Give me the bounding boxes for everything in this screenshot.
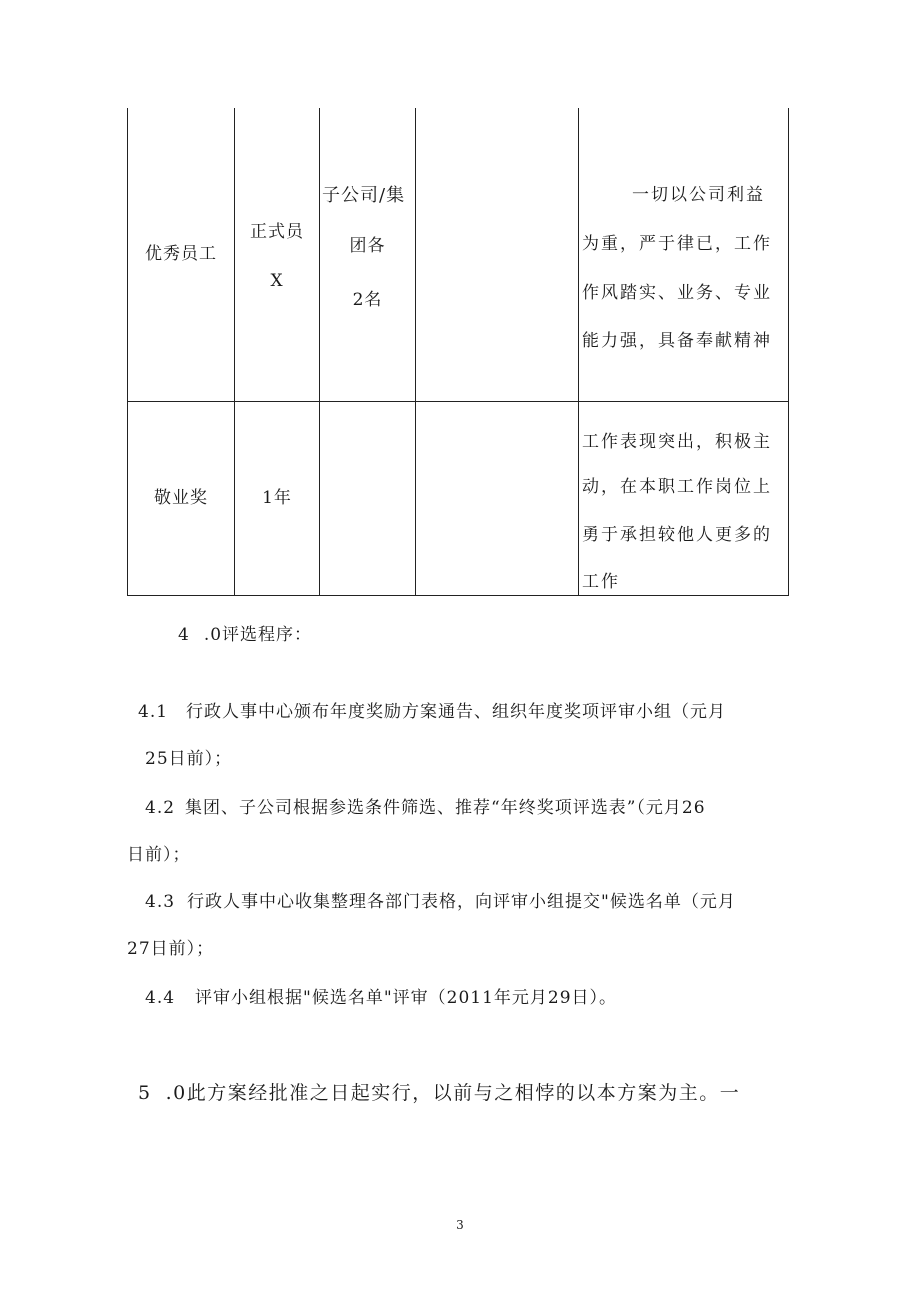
- table-row-divider: [127, 401, 789, 402]
- criteria-line: 勇于承担较他人更多的: [582, 525, 772, 545]
- table-col-divider: [319, 108, 320, 596]
- section-number: 4: [178, 625, 190, 645]
- quota-line: 子公司/集: [322, 185, 406, 206]
- item-text: 评审小组根据"候选名单"评审（2011年元月29日）。: [195, 988, 618, 1008]
- table-border-left: [127, 108, 128, 596]
- section-4-heading: [178, 620, 312, 645]
- criteria-line: 工作表现突出，积极主: [582, 432, 772, 452]
- award-name: 优秀员工: [145, 244, 217, 264]
- item-text: 集团、子公司根据参选条件筛选、推荐“年终奖项评选表”（元月26: [185, 798, 706, 818]
- procedure-item: [145, 887, 736, 912]
- procedure-item-continuation: 25日前）；: [145, 749, 233, 769]
- item-number: 4.4: [145, 988, 176, 1008]
- criteria-line: 作风踏实、业务、专业: [582, 283, 772, 303]
- procedure-item-continuation: 27日前）；: [127, 939, 215, 959]
- item-number: 4.3: [145, 892, 176, 912]
- criteria-line: 动，在本职工作岗位上: [582, 477, 772, 497]
- criteria-line: 一切以公司利益: [632, 185, 765, 205]
- eligibility-line: 正式员: [250, 222, 304, 242]
- criteria-line: 为重，严于律已，工作: [582, 234, 772, 254]
- item-number: 4.1: [138, 702, 169, 722]
- item-number: 4.2: [145, 798, 176, 818]
- criteria-line: 工作: [582, 572, 620, 592]
- page-number: 3: [456, 1218, 464, 1232]
- table-border-right: [788, 108, 789, 596]
- section-number: 5: [138, 1082, 152, 1104]
- procedure-item: [145, 983, 617, 1008]
- procedure-item: [145, 793, 706, 818]
- criteria-line: 能力强，具备奉献精神: [582, 331, 772, 351]
- eligibility-line: 1年: [262, 488, 292, 508]
- table-border-bottom: [127, 595, 789, 596]
- section-text: .0此方案经批准之日起实行，以前与之相悖的以本方案为主。一: [165, 1082, 741, 1104]
- table-col-divider: [234, 108, 235, 596]
- quota-line: 团各: [349, 236, 386, 256]
- section-title: .0评选程序：: [203, 625, 313, 645]
- eligibility-line: X: [270, 271, 284, 291]
- award-name: 敬业奖: [154, 488, 208, 508]
- section-5-paragraph: [138, 1078, 740, 1105]
- procedure-item-continuation: 日前）；: [127, 845, 191, 865]
- table-col-divider: [415, 108, 416, 596]
- procedure-item: [138, 697, 726, 722]
- item-text: 行政人事中心收集整理各部门表格，向评审小组提交"候选名单（元月: [187, 892, 736, 912]
- table-col-divider: [578, 108, 579, 596]
- quota-line: 2名: [352, 290, 383, 310]
- item-text: 行政人事中心颁布年度奖励方案通告、组织年度奖项评审小组（元月: [186, 702, 726, 722]
